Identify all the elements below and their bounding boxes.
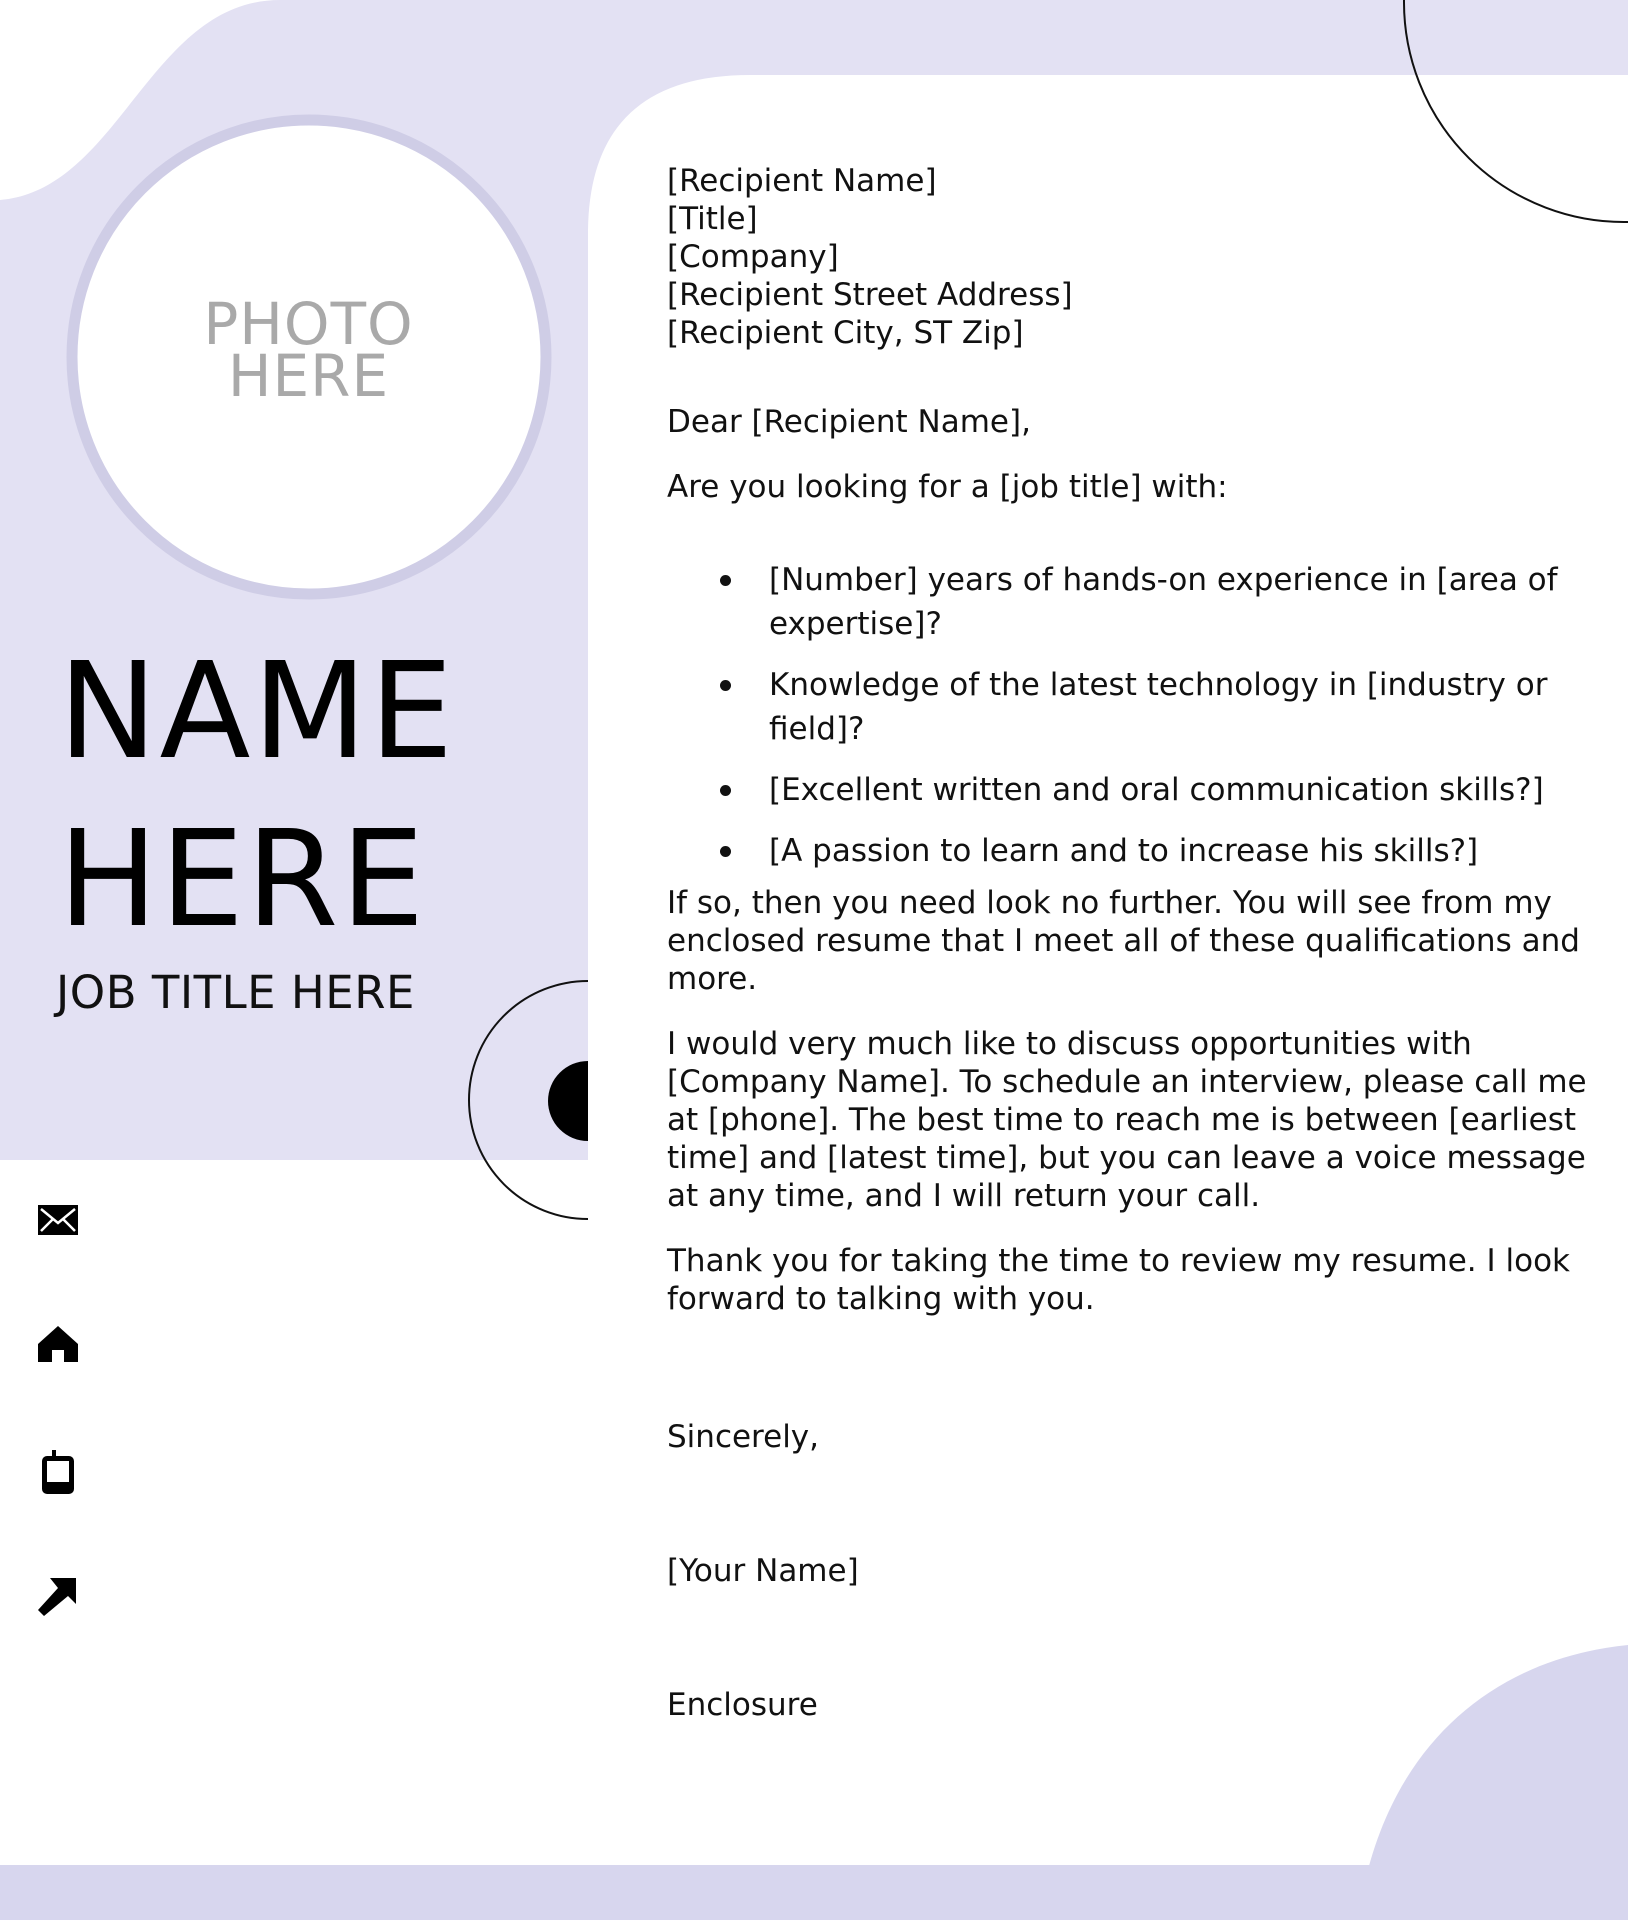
envelope-icon [34, 1196, 82, 1244]
name-line1: NAME [58, 635, 456, 789]
qualification-list [667, 558, 1587, 873]
enclosure-label: Enclosure [667, 1687, 818, 1723]
recipient-company: [Company] [667, 239, 839, 275]
recipient-city: [Recipient City, ST Zip] [667, 315, 1024, 351]
list-item: [Number] years of hands-on experience in [area of expertise]? [667, 558, 1569, 646]
photo-placeholder-line1: PHOTO [203, 290, 414, 358]
bottom-band [0, 1865, 1628, 1920]
home-icon [34, 1320, 82, 1368]
job-title: JOB TITLE HERE [56, 966, 415, 1019]
candidate-name [58, 628, 455, 964]
phone-icon [34, 1448, 82, 1496]
letter-body [667, 162, 1587, 1724]
intro-line: Are you looking for a [job title] with: [667, 469, 1228, 505]
recipient-block [667, 162, 1587, 352]
paragraph-further: If so, then you need look no further. You will see from my enclosed resume that I meet all of these qualifications and more. [667, 885, 1580, 997]
list-item: [Excellent written and oral communication skills?] [667, 768, 1569, 812]
recipient-street: [Recipient Street Address] [667, 277, 1073, 313]
arrow-link-icon [34, 1572, 82, 1620]
photo-placeholder-line2: HERE [227, 342, 390, 410]
closing: Sincerely, [667, 1419, 820, 1455]
signature-name: [Your Name] [667, 1553, 859, 1589]
paragraph-thanks: Thank you for taking the time to review my resume. I look forward to talking with you. [667, 1243, 1570, 1317]
paragraph-interview: I would very much like to discuss opportunities with [Company Name]. To schedule an interview, please call me at [phone]. The best time to reach me is between [earliest time] and [latest time], but you can leave a voice message at any time, and I will return your call. [667, 1026, 1587, 1214]
list-item: Knowledge of the latest technology in [industry or field]? [667, 663, 1569, 751]
photo-placeholder[interactable] [196, 290, 421, 410]
name-line2: HERE [58, 803, 427, 957]
list-item: [A passion to learn and to increase his skills?] [667, 829, 1569, 873]
recipient-title: [Title] [667, 201, 758, 237]
salutation: Dear [Recipient Name], [667, 404, 1031, 440]
recipient-name: [Recipient Name] [667, 163, 937, 199]
